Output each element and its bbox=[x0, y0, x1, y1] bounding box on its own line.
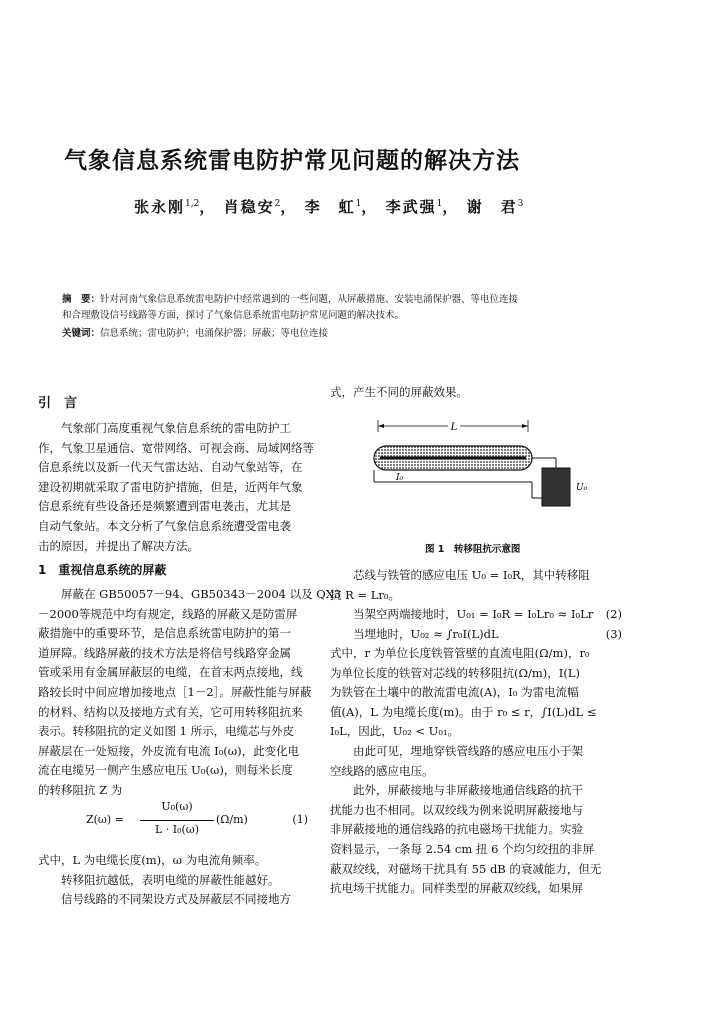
text-line: 蔽措施中的重要环节，是信息系统雷电防护的第一 bbox=[38, 626, 291, 641]
after-equation-paragraph bbox=[38, 851, 308, 910]
text-line: 路较长时中间应增加接地点［1－2］。屏蔽性能与屏蔽 bbox=[38, 684, 312, 699]
text-line: 扰能力也不相同。以双绞线为例来说明屏蔽接地与 bbox=[330, 802, 583, 817]
text-line: 信息系统以及新一代天气雷达站、自动气象站等，在 bbox=[38, 460, 303, 475]
eq1-number: (1) bbox=[292, 813, 308, 826]
text-line: 屏蔽在 GB50057－94、GB50343－2004 以及 QX3 bbox=[38, 587, 342, 601]
right-paragraph-a bbox=[330, 566, 622, 644]
eq1-fraction-bar bbox=[140, 820, 214, 821]
abstract-label: 摘 要： bbox=[62, 294, 101, 305]
text-line: 资料显示，一条每 2.54 cm 扭 6 个均匀绞扭的非屏 bbox=[330, 841, 595, 856]
text-line: 为单位长度的铁管对芯线的转移阻抗(Ω/m)，I(L) bbox=[330, 665, 580, 680]
abstract-line-2: 和合理敷设信号线路等方面，探讨了气象信息系统雷电防护常见问题的解决技术。 bbox=[62, 310, 405, 321]
text-line: 式，产生不同的屏蔽效果。 bbox=[330, 385, 468, 399]
section-1-heading: 1 重视信息系统的屏蔽 bbox=[38, 563, 167, 577]
text-line: 道屏障。线路屏蔽的技术方法是将信号线路穿金属 bbox=[38, 645, 291, 660]
text-line: 为铁管在土壤中的散流雷电流(A)，I₀ 为雷电流幅 bbox=[330, 685, 579, 700]
author-list bbox=[134, 196, 523, 217]
text-line: 屏蔽层在一处短接，外皮流有电流 I₀(ω)，此变化电 bbox=[38, 743, 300, 758]
text-line: 抗 R = Lr₀。 bbox=[330, 587, 401, 602]
keywords-label: 关键词： bbox=[62, 328, 101, 339]
text-line: 作，气象卫星通信、宽带网络、可视会商、局域网络等 bbox=[38, 440, 314, 455]
author-1: 张永刚$^{1,2}$， bbox=[134, 198, 217, 216]
text-line: 建设初期就采取了雷电防护措施，但是，近两年气象 bbox=[38, 479, 303, 494]
text-line: 值(A)，L 为电缆长度(m)。由于 r₀ ≤ r，∫I(L)dL ≤ bbox=[330, 704, 597, 719]
figure-1-caption: 图 1 转移阻抗示意图 bbox=[425, 544, 521, 555]
text-line: 表示。转移阻抗的定义如图 1 所示，电缆芯与外皮 bbox=[38, 724, 295, 739]
right-top-line bbox=[330, 383, 620, 403]
eq2-number: (2) bbox=[605, 607, 622, 622]
text-line: 空线路的感应电压。 bbox=[330, 763, 434, 778]
keywords: 关键词：信息系统；雷电防护；电涌保护器；屏蔽；等电位连接 bbox=[62, 328, 329, 339]
text-line: 信号线路的不同架设方式及屏蔽层不同接地方 bbox=[38, 892, 291, 907]
text-line: 流在电缆另一侧产生感应电压 U₀(ω)，则每米长度 bbox=[38, 763, 293, 778]
intro-heading: 引 言 bbox=[38, 396, 78, 411]
eq1-numerator: U₀(ω) bbox=[161, 800, 193, 813]
author-5: 谢 君$^3$ bbox=[466, 198, 524, 216]
text-line: 信息系统有些设备还是频繁遭到雷电袭击，尤其是 bbox=[38, 499, 291, 514]
text-line: 式中，r 为单位长度铁管管壁的直流电阻(Ω/m)，r₀ bbox=[330, 646, 590, 660]
eq3-number: (3) bbox=[605, 626, 622, 641]
text-line: 击的原因，并提出了解决方法。 bbox=[38, 538, 199, 553]
eq1-denominator: L · I₀(ω) bbox=[154, 823, 200, 836]
text-line: 的转移阻抗 Z 为 bbox=[38, 782, 123, 797]
eq1-lhs: Z(ω) = bbox=[86, 813, 124, 826]
author-4: 李武强$^1$， bbox=[385, 198, 460, 216]
equation-3-line: 当埋地时，U₀₂ ≈ ∫r₀I(L)dL (3) bbox=[330, 625, 622, 645]
equation-1 bbox=[86, 800, 308, 844]
equation-2-line: 当架空两端接地时，U₀₁ = I₀R = I₀Lr₀ ≈ I₀Lr (2) bbox=[330, 605, 622, 625]
intro-paragraph bbox=[38, 419, 314, 556]
text-line: 由此可见，埋地穿铁管线路的感应电压小于架 bbox=[330, 743, 583, 758]
text-line: I₀L，因此，U₀₂ < U₀₁。 bbox=[330, 724, 460, 739]
voltage-label: U₀ bbox=[576, 483, 588, 493]
text-line: 的材料、结构以及接地方式有关，它可用转移阻抗来 bbox=[38, 704, 303, 719]
text-line: 芯线与铁管的感应电压 U₀ = I₀R，其中转移阻 bbox=[330, 568, 590, 582]
author-2: 肖稳安$^2$， bbox=[223, 198, 298, 216]
figure-1-diagram bbox=[360, 410, 600, 518]
section-1-paragraph bbox=[38, 585, 342, 801]
text-line: 非屏蔽接地的通信线路的抗电磁场干扰能力。实验 bbox=[330, 822, 583, 837]
text-line: 转移阻抗越低，表明电缆的屏蔽性能越好。 bbox=[38, 872, 280, 887]
current-label: I₀ bbox=[396, 473, 404, 483]
text-line: 气象部门高度重视气象信息系统的雷电防护工 bbox=[38, 421, 291, 435]
right-paragraph-b bbox=[330, 644, 622, 899]
abstract-line-1: 摘 要：针对河南气象信息系统雷电防护中经常遇到的一些问题，从屏蔽措施、安装电涌保护器、等电位连接 bbox=[62, 294, 519, 305]
paper-title: 气象信息系统雷电防护常见问题的解决方法 bbox=[64, 148, 520, 174]
text-line: 此外，屏蔽接地与非屏蔽接地通信线路的抗干 bbox=[330, 783, 583, 798]
eq1-unit: (Ω/m) bbox=[216, 813, 248, 826]
length-label: L bbox=[450, 422, 458, 433]
text-line: 抗电场干扰能力。同样类型的屏蔽双绞线，如果屏 bbox=[330, 881, 583, 896]
author-3: 李 虹$^1$， bbox=[304, 198, 379, 216]
text-line: －2000等规范中均有规定，线路的屏蔽又是防雷屏 bbox=[38, 606, 298, 621]
text-line: 管或采用有金属屏蔽层的电缆，在首末两点接地，线 bbox=[38, 665, 303, 680]
text-line: 自动气象站。本文分析了气象信息系统遭受雷电袭 bbox=[38, 518, 291, 533]
text-line: 蔽双绞线，对磁场干扰具有 55 dB 的衰减能力，但无 bbox=[330, 861, 602, 876]
text-line: 式中，L 为电缆长度(m)，ω 为电流角频率。 bbox=[38, 853, 267, 867]
voltage-meter-box bbox=[542, 468, 570, 506]
